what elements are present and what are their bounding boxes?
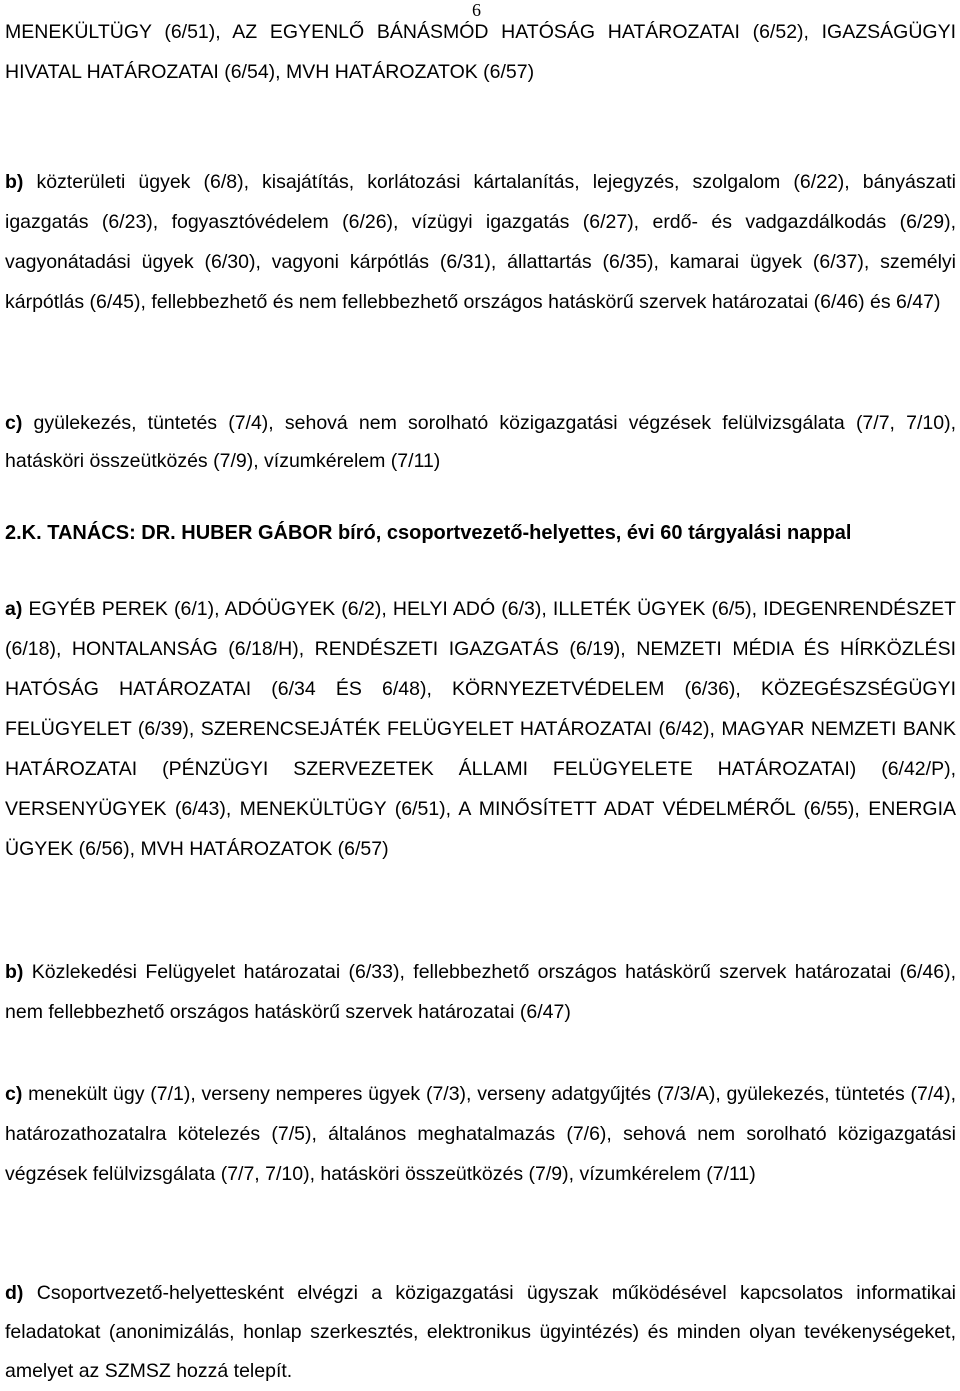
paragraph-c-assembly <box>5 404 956 480</box>
paragraph-text: Közlekedési Felügyelet határozatai (6/33), fellebbezhető országos hatáskörű szervek határozatai (6/46), nem fellebbezhető országos hatáskörű szervek határozatai (6/47) <box>5 961 956 1023</box>
paragraph-b-public-matters <box>5 162 956 322</box>
intro-text: MENEKÜLTÜGY (6/51), AZ EGYENLŐ BÁNÁSMÓD HATÓSÁG HATÁROZATAI (6/52), IGAZSÁGÜGYI HIVATAL HATÁROZATAI (6/54), MVH HATÁROZATOK (6/57) <box>5 21 956 83</box>
paragraph-text: Csoportvezető-helyettesként elvégzi a közigazgatási ügyszak működésével kapcsolatos informatikai feladatokat (anonimizálás, honlap szerkesztés, elektronikus ügyintézés) és minden olyan tevékenységeket, amelyet az SZMSZ hozzá telepít. <box>5 1282 956 1382</box>
council-heading <box>5 520 956 546</box>
paragraph-a-other-cases <box>5 589 956 869</box>
paragraph-b-transport <box>5 952 956 1032</box>
paragraph-d-deputy <box>5 1274 956 1391</box>
council-heading-text: 2.K. TANÁCS: DR. HUBER GÁBOR bíró, csoportvezető-helyettes, évi 60 tárgyalási nappal <box>5 522 852 544</box>
paragraph-text: közterületi ügyek (6/8), kisajátítás, korlátozási kártalanítás, lejegyzés, szolgalom (6/22), bányászati igazgatás (6/23), fogyasztóvédelem (6/26), vízügyi igazgatás (6/27), erdő- és vadgazdálkodás (6/29), vagyonátadási ügyek (6/30), vagyoni kárpótlás (6/31), állattartás (6/35), kamarai ügyek (6/37), személyi kárpótlás (6/45), fellebbezhető és nem fellebbezhető országos hatáskörű szervek határozatai (6/46) és 6/47) <box>5 171 956 313</box>
item-label-b: b) <box>5 171 24 193</box>
paragraph-text: EGYÉB PEREK (6/1), ADÓÜGYEK (6/2), HELYI ADÓ (6/3), ILLETÉK ÜGYEK (6/5), IDEGENRENDÉSZET (6/18), HONTALANSÁG (6/18/H), RENDÉSZETI IGAZGATÁS (6/19), NEMZETI MÉDIA ÉS HÍRKÖZLÉSI HATÓSÁG HATÁROZATAI (6/34 ÉS 6/48), KÖRNYEZETVÉDELEM (6/36), KÖZEGÉSZSÉGÜGYI FELÜGYELET (6/39), SZERENCSEJÁTÉK FELÜGYELET HATÁROZATAI (6/42), MAGYAR NEMZETI BANK HATÁROZATAI (PÉNZÜGYI SZERVEZETEK ÁLLAMI FELÜGYELETE HATÁROZATAI) (6/42/P), VERSENYÜGYEK (6/43), MENEKÜLTÜGY (6/51), A MINŐSÍTETT ADAT VÉDELMÉRŐL (6/55), ENERGIA ÜGYEK (6/56), MVH HATÁROZATOK (6/57) <box>5 598 956 860</box>
item-label-c: c) <box>5 412 23 434</box>
paragraph-text: menekült ügy (7/1), verseny nemperes ügyek (7/3), verseny adatgyűjtés (7/3/A), gyülekezés, tüntetés (7/4), határozathozatalra kötelezés (7/5), általános meghatalmazás (7/6), sehová nem sorolható közigazgatási végzések felülvizsgálata (7/7, 7/10), hatásköri összeütközés (7/9), vízumkérelem (7/11) <box>5 1083 956 1185</box>
item-label-d: d) <box>5 1282 24 1304</box>
page-number: 6 <box>472 0 481 20</box>
item-label-c: c) <box>5 1083 23 1105</box>
intro-paragraph <box>5 12 956 92</box>
paragraph-text: gyülekezés, tüntetés (7/4), sehová nem sorolható közigazgatási végzések felülvizsgálata (7/7, 7/10), hatásköri összeütközés (7/9), vízumkérelem (7/11) <box>5 412 956 472</box>
paragraph-c-refugee <box>5 1074 956 1194</box>
item-label-a: a) <box>5 598 23 620</box>
item-label-b: b) <box>5 961 24 983</box>
